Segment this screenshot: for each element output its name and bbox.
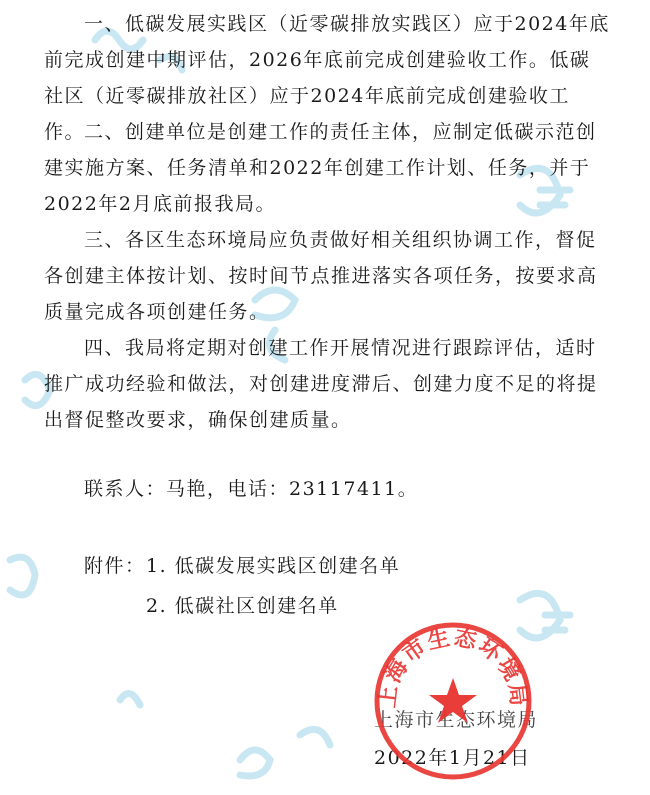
attachments-label: 附件： (84, 555, 146, 577)
seal-text: 上海市生态环境局 (375, 625, 531, 710)
attachment-item: 2. 低碳社区创建名单 (146, 595, 339, 617)
signature-org: 上海市生态环境局 (374, 709, 539, 731)
paragraph-2: 二、创建单位是创建工作的责任主体，应制定低碳示范创建实施方案、任务清单和2022年创建工作计划、任务，并于2022年2月底前报我局。 (44, 121, 597, 215)
attachment-item: 1. 低碳发展实践区创建名单 (146, 555, 401, 577)
official-seal (370, 618, 539, 784)
star-icon (429, 678, 477, 723)
paragraph-4: 四、我局将定期对创建工作开展情况进行跟踪评估，适时推广成功经验和做法，对创建进度滞后、创建力度不足的将提出督促整改要求，确保创建质量。 (44, 337, 598, 431)
paragraph-3: 三、各区生态环境局应负责做好相关组织协调工作，督促各创建主体按计划、按时间节点推进落实各项任务，按要求高质量完成各项创建任务。 (44, 229, 598, 323)
signature-date: 2022年1月21日 (374, 747, 531, 769)
contact-line: 联系人：马艳，电话：23117411。 (84, 478, 419, 500)
paragraph-1: 一、低碳发展实践区（近零碳排放实践区）应于2024年底前完成创建中期评估，2026年底前完成创建验收工作。低碳社区（近零碳排放社区）应于2024年底前完成创建验收工作。 (44, 13, 610, 143)
